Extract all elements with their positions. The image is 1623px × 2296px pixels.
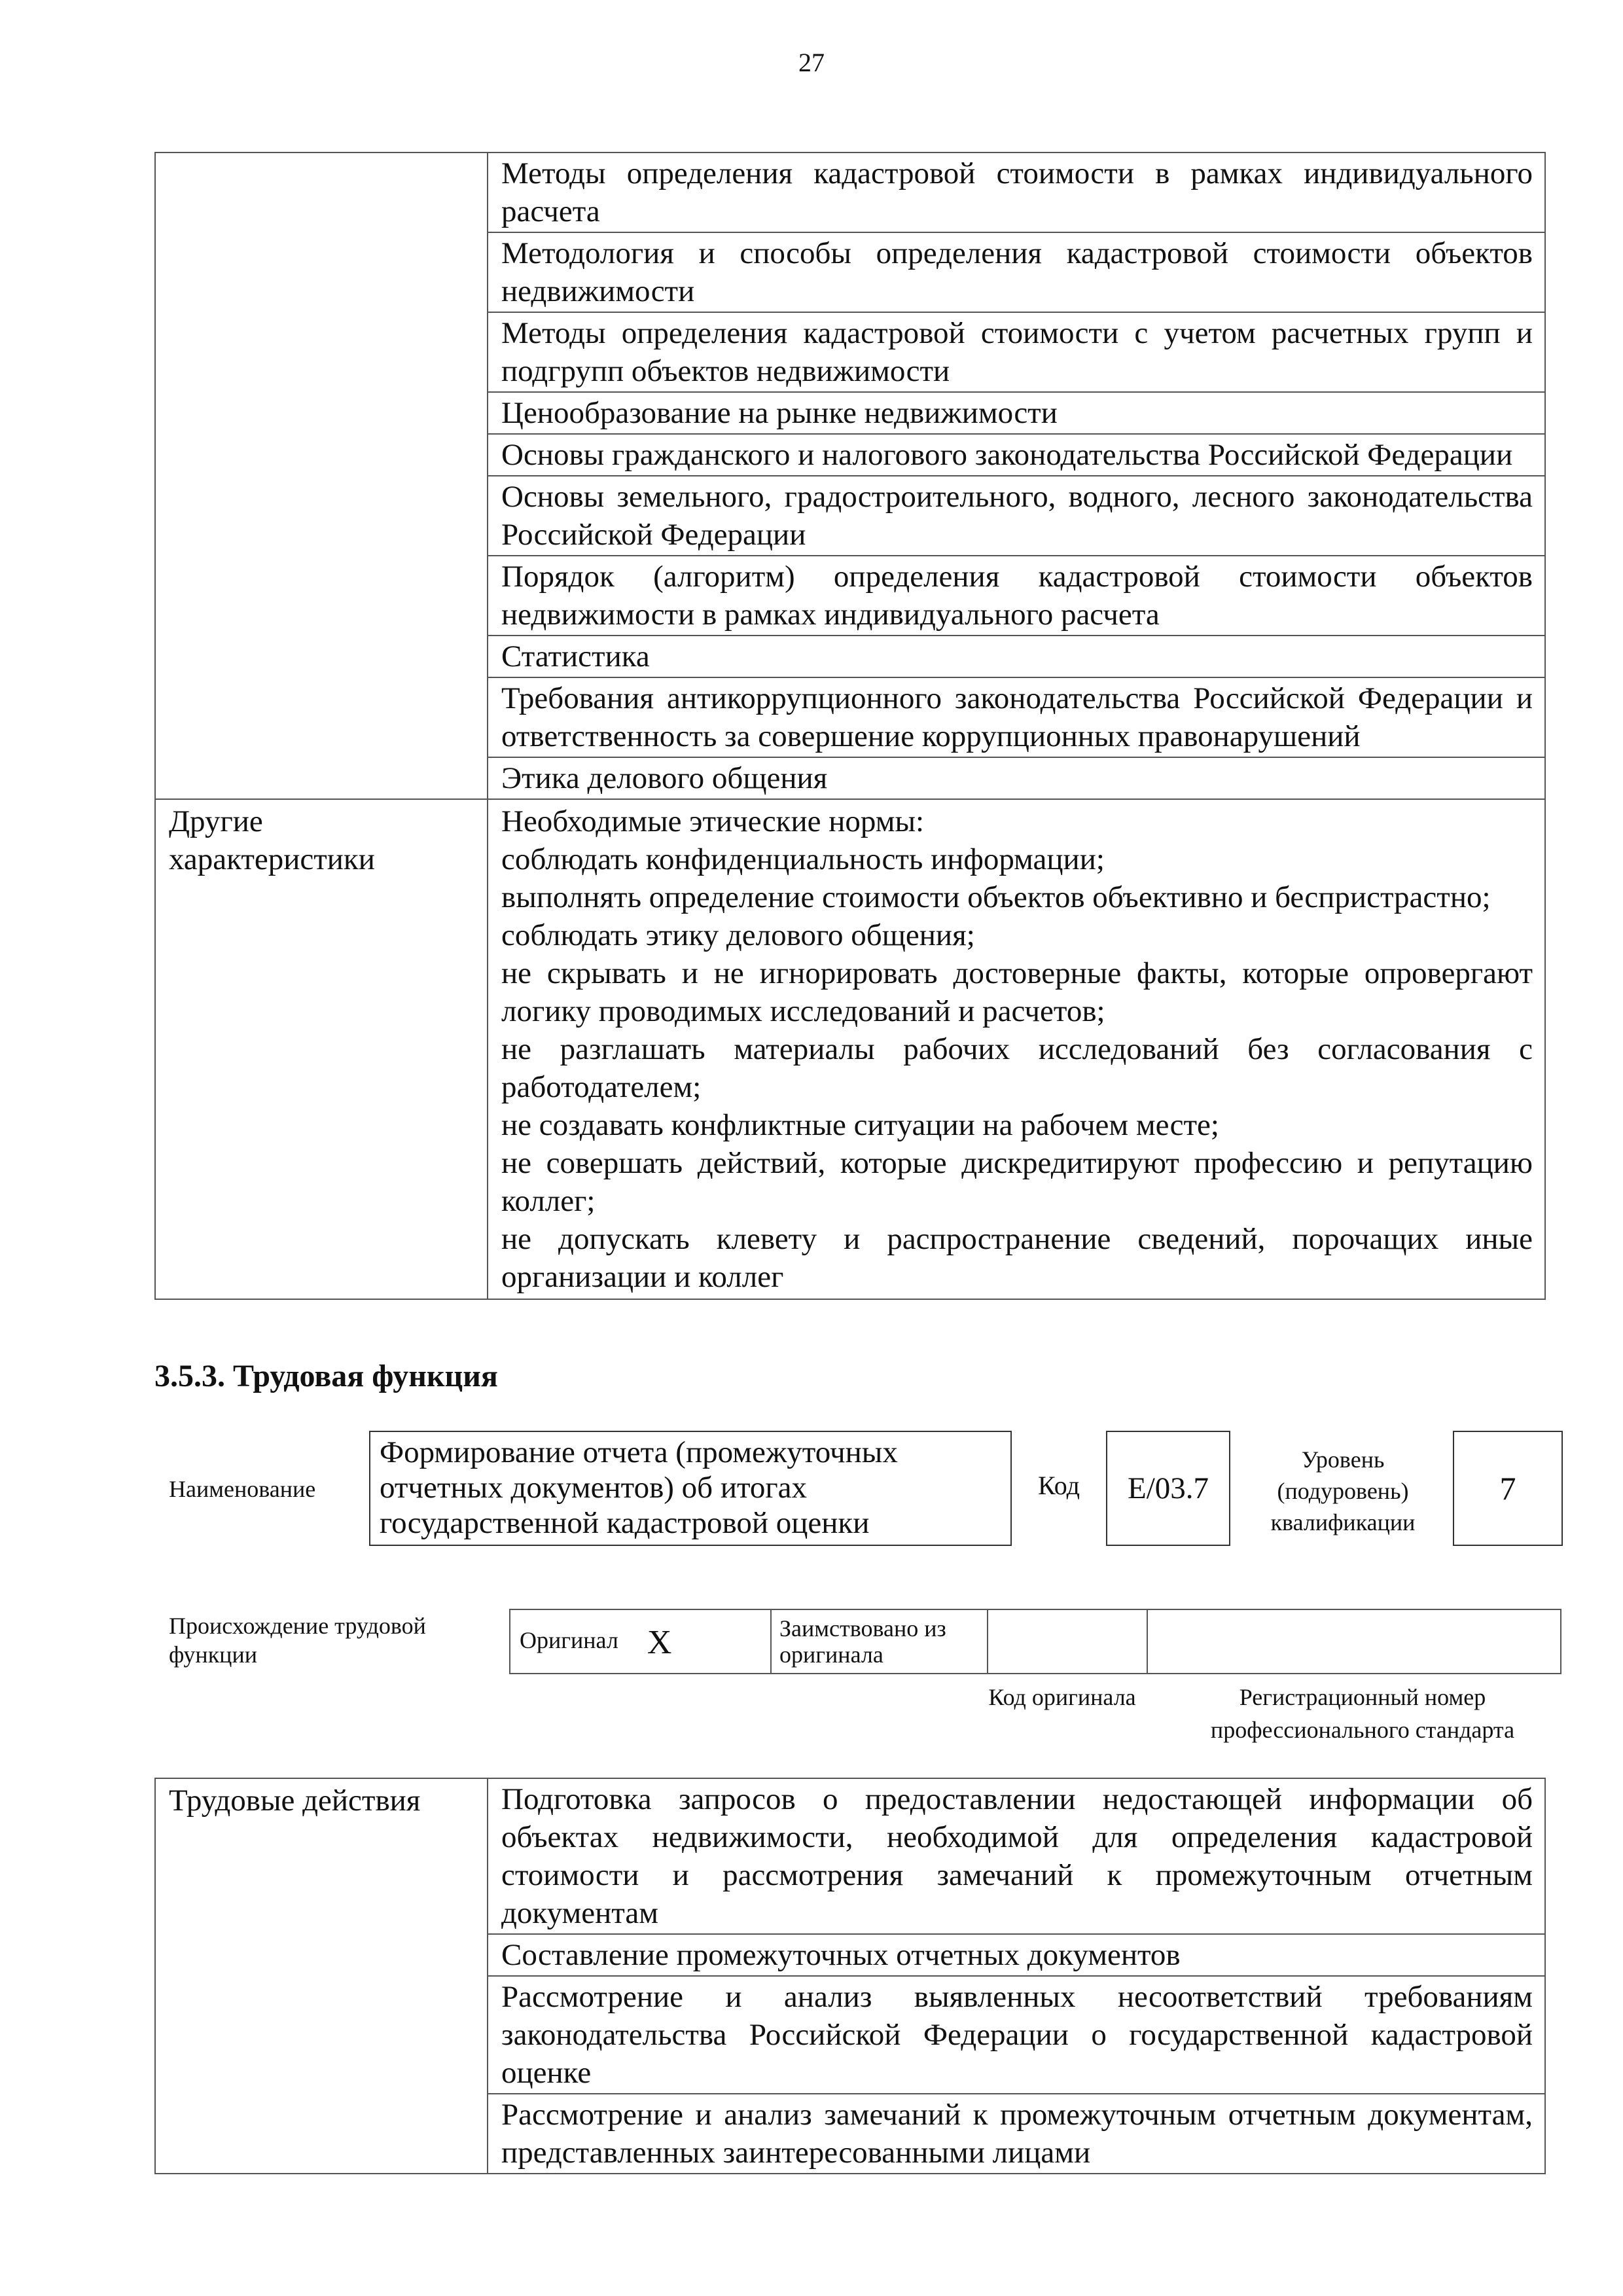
knowledge-item: Методы определения кадастровой стоимости в рамках индивидуального расчета: [488, 152, 1545, 232]
ethics-line: Необходимые этические нормы:: [501, 804, 925, 838]
labor-action-item: Подготовка запросов о предоставлении недостающей информации об объектах недвижимости, необходимой для определения кадастровой стоимости и рассмотрения замечаний к промежуточным отчетным документам: [488, 1778, 1545, 1934]
labor-actions-table: [154, 1778, 1546, 2174]
knowledge-table: [154, 152, 1546, 1300]
ethics-line: не скрывать и не игнорировать достоверные факты, которые опровергают логику проводимых исследований и расчетов;: [501, 956, 1533, 1028]
section-heading: 3.5.3. Трудовая функция: [154, 1359, 498, 1393]
borrowed-label: Заимствовано из оригинала: [771, 1609, 988, 1674]
name-label: Наименование: [169, 1476, 316, 1502]
qualification-level-value: 7: [1499, 1470, 1516, 1507]
ethics-line: соблюдать этику делового общения;: [501, 918, 975, 952]
origin-label: Происхождение трудовой функции: [169, 1613, 426, 1668]
knowledge-item: Методология и способы определения кадастровой стоимости объектов недвижимости: [488, 232, 1545, 312]
other-characteristics-label: Другие характеристики: [155, 799, 488, 1299]
knowledge-item: Основы гражданского и налогового законодательства Российской Федерации: [488, 434, 1545, 476]
labor-action-item: Рассмотрение и анализ замечаний к промежуточным отчетным документам, представленных заинтересованными лицами: [488, 2094, 1545, 2174]
function-name-box: Формирование отчета (промежуточных отчетных документов) об итогах государственной кадастровой оценки: [369, 1431, 1012, 1546]
ethics-line: соблюдать конфиденциальность информации;: [501, 842, 1105, 876]
knowledge-item: Требования антикоррупционного законодательства Российской Федерации и ответственность за совершение коррупционных правонарушений: [488, 677, 1545, 757]
knowledge-item: Статистика: [488, 636, 1545, 677]
registration-number-cell: [1147, 1609, 1561, 1674]
knowledge-item: Методы определения кадастровой стоимости с учетом расчетных групп и подгрупп объектов недвижимости: [488, 312, 1545, 392]
original-code-caption: Код оригинала: [988, 1684, 1136, 1710]
knowledge-item: Основы земельного, градостроительного, водного, лесного законодательства Российской Федерации: [488, 476, 1545, 556]
origin-table: [509, 1609, 1561, 1674]
ethics-line: не допускать клевету и распространение сведений, порочащих иные организации и коллег: [501, 1222, 1533, 1294]
ethics-line: выполнять определение стоимости объектов объективно и беспристрастно;: [501, 880, 1491, 914]
labor-actions-label: Трудовые действия: [155, 1778, 488, 2174]
labor-action-item: Составление промежуточных отчетных документов: [488, 1934, 1545, 1976]
qualification-level-label: Уровень (подуровень) квалификации: [1270, 1446, 1416, 1535]
function-code-box: [1106, 1431, 1230, 1546]
function-code-value: E/03.7: [1127, 1471, 1209, 1505]
knowledge-item: Порядок (алгоритм) определения кадастровой стоимости объектов недвижимости в рамках индивидуального расчета: [488, 556, 1545, 636]
registration-number-caption: Регистрационный номер профессионального стандарта: [1210, 1684, 1515, 1743]
code-label: Код: [1038, 1471, 1080, 1500]
original-cell: [510, 1609, 771, 1674]
other-characteristics-content: [488, 799, 1545, 1299]
labor-action-item: Рассмотрение и анализ выявленных несоответствий требованиям законодательства Российской Федерации о государственной кадастровой оценке: [488, 1976, 1545, 2094]
ethics-line: не совершать действий, которые дискредитируют профессию и репутацию коллег;: [501, 1146, 1533, 1218]
original-mark: X: [647, 1623, 672, 1661]
ethics-line: не разглашать материалы рабочих исследований без согласования с работодателем;: [501, 1032, 1533, 1104]
knowledge-item: Этика делового общения: [488, 757, 1545, 799]
knowledge-item: Ценообразование на рынке недвижимости: [488, 392, 1545, 434]
original-label: Оригинал: [520, 1627, 618, 1654]
ethics-line: не создавать конфликтные ситуации на рабочем месте;: [501, 1108, 1219, 1142]
original-code-cell: [988, 1609, 1147, 1674]
qualification-level-box: [1453, 1431, 1563, 1546]
page-number: 27: [798, 48, 825, 77]
knowledge-label-cell: [155, 152, 488, 799]
